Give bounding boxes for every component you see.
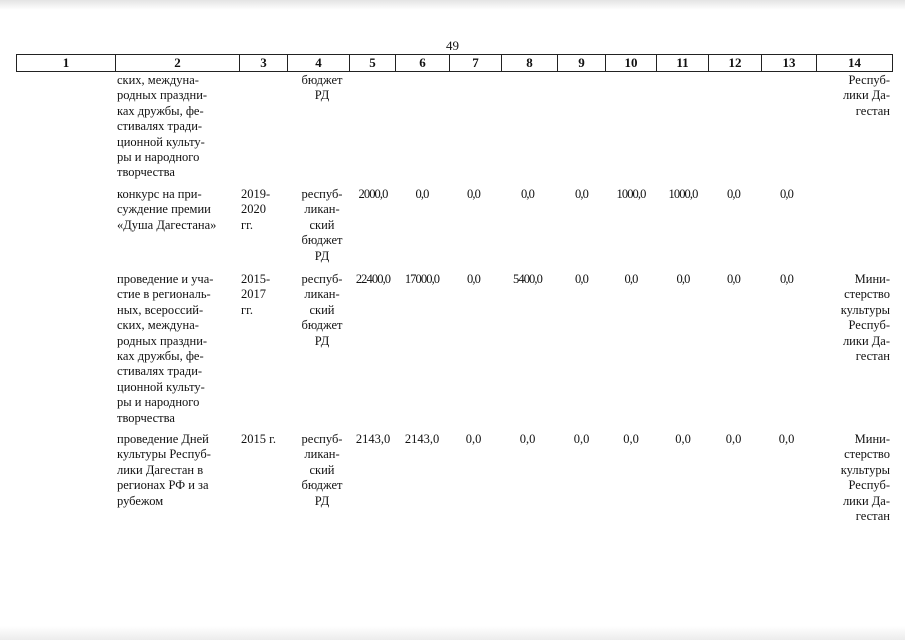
value-2017-cell: 5400,0 (513, 272, 542, 286)
activity-line: стивалях тради- (117, 364, 203, 379)
source-line: ликан- (304, 287, 340, 302)
value-col12-cell: 0,0 (727, 187, 740, 201)
activity-line: проведение Дней (117, 432, 209, 446)
column-header: 9 (558, 55, 606, 72)
page-number: 49 (446, 38, 459, 53)
source-line: бюджет (301, 478, 343, 493)
executor-line: гестан (855, 103, 890, 118)
activity-line: ных, всероссий- (117, 302, 204, 317)
value-2020-cell: 1000,0 (668, 187, 698, 201)
activity-line: творчества (117, 410, 175, 425)
activity-cell (117, 187, 237, 233)
period-line: 2015 г. (241, 432, 276, 446)
activity-line: культуры Респуб- (117, 447, 211, 462)
executor-line: Респуб- (848, 73, 890, 87)
activity-line: ках дружбы, фе- (117, 103, 204, 118)
value-total-cell: 2143,0 (355, 432, 391, 446)
executor-line: лики Да- (842, 333, 890, 348)
activity-line: ках дружбы, фе- (117, 349, 204, 364)
activity-line: конкурс на при- (117, 187, 202, 201)
value-2018-cell: 0,0 (575, 187, 588, 201)
value-2020-cell: 0,0 (676, 272, 690, 286)
column-header: 7 (450, 55, 502, 72)
source-line: РД (314, 333, 330, 348)
column-header-row (17, 55, 893, 72)
executor-line: Респуб- (848, 318, 890, 333)
period-line: 2020 (241, 202, 266, 217)
funding-source-cell (292, 73, 352, 104)
value-2015-cell: 2143,0 (404, 432, 440, 446)
executor-line: культуры (840, 302, 890, 317)
period-line: гг. (241, 302, 253, 317)
activity-line: ских, междуна- (117, 318, 199, 333)
value-2015-cell: 17000,0 (404, 272, 440, 286)
activity-line: ционной культу- (117, 134, 205, 149)
period-cell (241, 432, 286, 447)
activity-line: ры и народного (117, 150, 200, 165)
value-2015-cell: 0,0 (415, 187, 429, 201)
period-cell (241, 272, 286, 318)
executor-line: гестан (855, 509, 890, 524)
activity-line: регионах РФ и за (117, 478, 209, 493)
value-2016-cell: 0,0 (467, 187, 480, 201)
executor-line: Мини- (854, 272, 890, 286)
source-line: РД (314, 88, 330, 103)
activity-line: стие в региональ- (117, 287, 211, 302)
activity-line: лики Дагестан в (117, 462, 204, 477)
column-header: 8 (502, 55, 558, 72)
value-2017-cell: 0,0 (519, 432, 536, 446)
value-total-cell: 22400,0 (355, 272, 391, 286)
activity-line: творчества (117, 165, 175, 180)
scan-shadow-top (0, 0, 905, 10)
value-2018-cell: 0,0 (573, 432, 590, 446)
executor-line: Респуб- (848, 478, 890, 493)
source-line: ликан- (304, 447, 340, 462)
executor-line: лики Да- (842, 88, 890, 103)
value-col13-cell: 0,0 (780, 272, 793, 286)
value-2016-cell: 0,0 (467, 272, 480, 286)
activity-line: родных праздни- (117, 88, 208, 103)
scan-shadow-bottom (0, 626, 905, 640)
period-line: 2019- (241, 187, 271, 201)
executor-line: Мини- (854, 432, 890, 446)
executor-line: стерство (844, 287, 890, 302)
source-line: респуб- (301, 187, 343, 201)
activity-line: проведение и уча- (117, 272, 214, 286)
activity-line: ционной культу- (117, 379, 205, 394)
value-2016-cell: 0,0 (465, 432, 482, 446)
activity-cell (117, 432, 237, 509)
executor-cell (810, 73, 890, 119)
source-line: бюджет (301, 73, 343, 87)
activity-line: ры и народного (117, 395, 200, 410)
activity-cell (117, 272, 237, 426)
executor-cell (810, 272, 890, 364)
column-header: 1 (17, 55, 116, 72)
funding-source-cell (292, 272, 352, 349)
activity-cell (117, 73, 237, 181)
column-header: 2 (116, 55, 240, 72)
source-line: ский (309, 462, 335, 477)
value-2018-cell: 0,0 (575, 272, 588, 286)
activity-line: «Душа Дагестана» (117, 217, 217, 232)
source-line: ликан- (304, 202, 340, 217)
executor-cell (810, 432, 890, 524)
value-2019-cell: 0,0 (624, 272, 638, 286)
value-col12-cell: 0,0 (725, 432, 742, 446)
column-header: 4 (288, 55, 350, 72)
column-header: 14 (817, 55, 893, 72)
executor-line: стерство (844, 447, 890, 462)
period-cell (241, 187, 286, 233)
activity-line: рубежом (117, 493, 164, 508)
activity-line: ских, междуна- (117, 73, 199, 87)
executor-line: гестан (855, 349, 890, 364)
source-line: респуб- (301, 432, 343, 446)
column-header: 3 (240, 55, 288, 72)
value-2020-cell: 0,0 (675, 432, 691, 446)
executor-line: лики Да- (842, 493, 890, 508)
source-line: бюджет (301, 318, 343, 333)
value-2017-cell: 0,0 (521, 187, 534, 201)
value-2019-cell: 1000,0 (616, 187, 646, 201)
value-col12-cell: 0,0 (727, 272, 740, 286)
activity-line: родных праздни- (117, 333, 208, 348)
column-header: 6 (396, 55, 450, 72)
funding-source-cell (292, 187, 352, 264)
value-2019-cell: 0,0 (623, 432, 639, 446)
value-col13-cell: 0,0 (778, 432, 795, 446)
source-line: бюджет (301, 233, 343, 248)
period-line: 2015- (241, 272, 271, 286)
activity-line: стивалях тради- (117, 119, 203, 134)
period-line: 2017 (241, 287, 266, 302)
column-header: 5 (350, 55, 396, 72)
column-header: 12 (709, 55, 762, 72)
funding-source-cell (292, 432, 352, 509)
executor-line: культуры (840, 462, 890, 477)
source-line: респуб- (301, 272, 343, 286)
column-header-table (16, 54, 893, 72)
value-col13-cell: 0,0 (780, 187, 793, 201)
activity-line: суждение премии (117, 202, 211, 217)
column-header: 11 (657, 55, 709, 72)
source-line: РД (314, 248, 330, 263)
column-header: 13 (762, 55, 817, 72)
period-line: гг. (241, 217, 253, 232)
source-line: ский (309, 302, 335, 317)
source-line: ский (309, 217, 335, 232)
column-header: 10 (606, 55, 657, 72)
source-line: РД (314, 493, 330, 508)
value-total-cell: 2000,0 (358, 187, 388, 201)
